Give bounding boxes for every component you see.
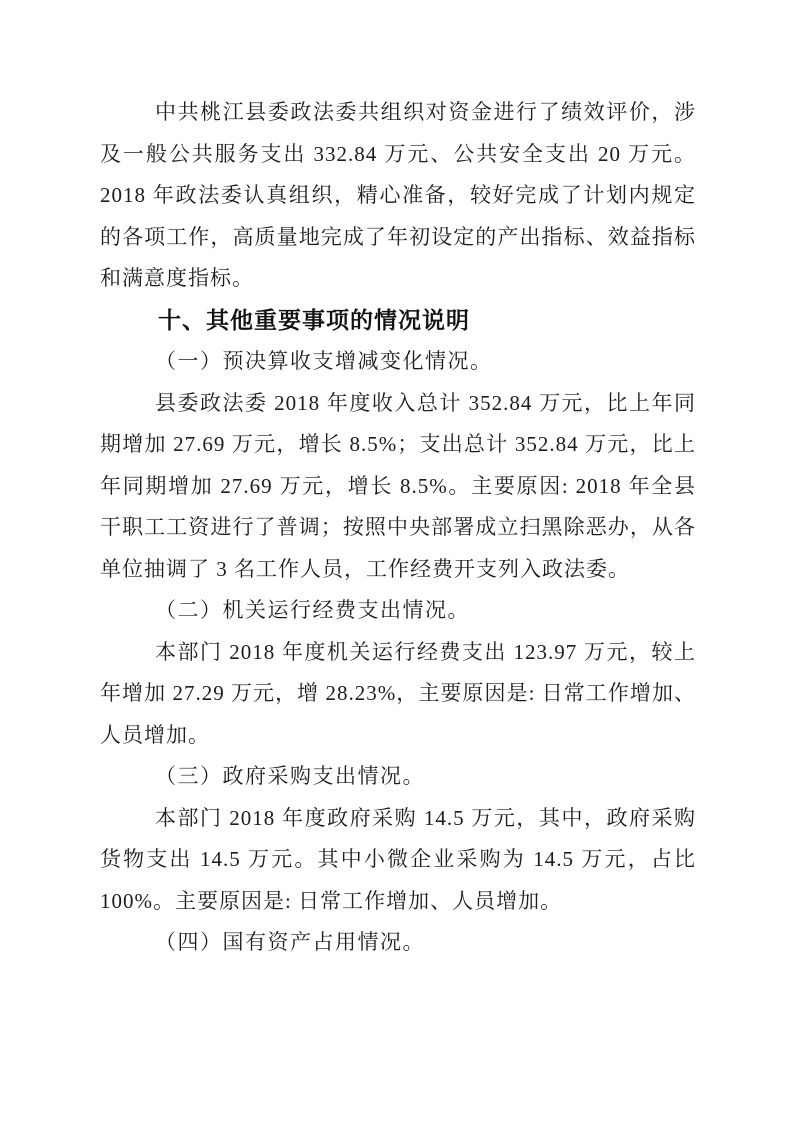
subsection-4-title: （四）国有资产占用情况。 [155, 930, 425, 954]
subsection-2-title: （二）机关运行经费支出情况。 [155, 598, 470, 622]
subsection-1-paragraph: 县委政法委 2018 年度收入总计 352.84 万元，比上年同期增加 27.69 万元，增长 8.5%；支出总计 352.84 万元，比上年同期增加 27.69 万元，增长 8.5%。主要原因: 2018 年全县干职工工资进行了普调；按照中央部署成立扫黑除恶办，从各单位抽调了 3 名工作人员，工作经费开支列入政法委。 [100, 390, 696, 581]
subsection-3-title: （三）政府采购支出情况。 [155, 764, 425, 788]
section-heading-other-important-matters: 十、其他重要事项的情况说明 [158, 306, 470, 333]
document-content [100, 92, 696, 964]
subsection-1-title: （一）预决算收支增减变化情况。 [155, 349, 493, 373]
subsection-2-paragraph: 本部门 2018 年度机关运行经费支出 123.97 万元，较上年增加 27.29 万元，增 28.23%，主要原因是: 日常工作增加、人员增加。 [100, 639, 696, 747]
intro-paragraph: 中共桃江县委政法委共组织对资金进行了绩效评价，涉及一般公共服务支出 332.84 万元、公共安全支出 20 万元。2018 年政法委认真组织，精心准备，较好完成了计划内规定的各项工作，高质量地完成了年初设定的产出指标、效益指标和满意度指标。 [100, 100, 696, 290]
subsection-3-paragraph: 本部门 2018 年度政府采购 14.5 万元，其中，政府采购货物支出 14.5 万元。其中小微企业采购为 14.5 万元，占比 100%。主要原因是: 日常工作增加、人员增加。 [100, 805, 696, 913]
